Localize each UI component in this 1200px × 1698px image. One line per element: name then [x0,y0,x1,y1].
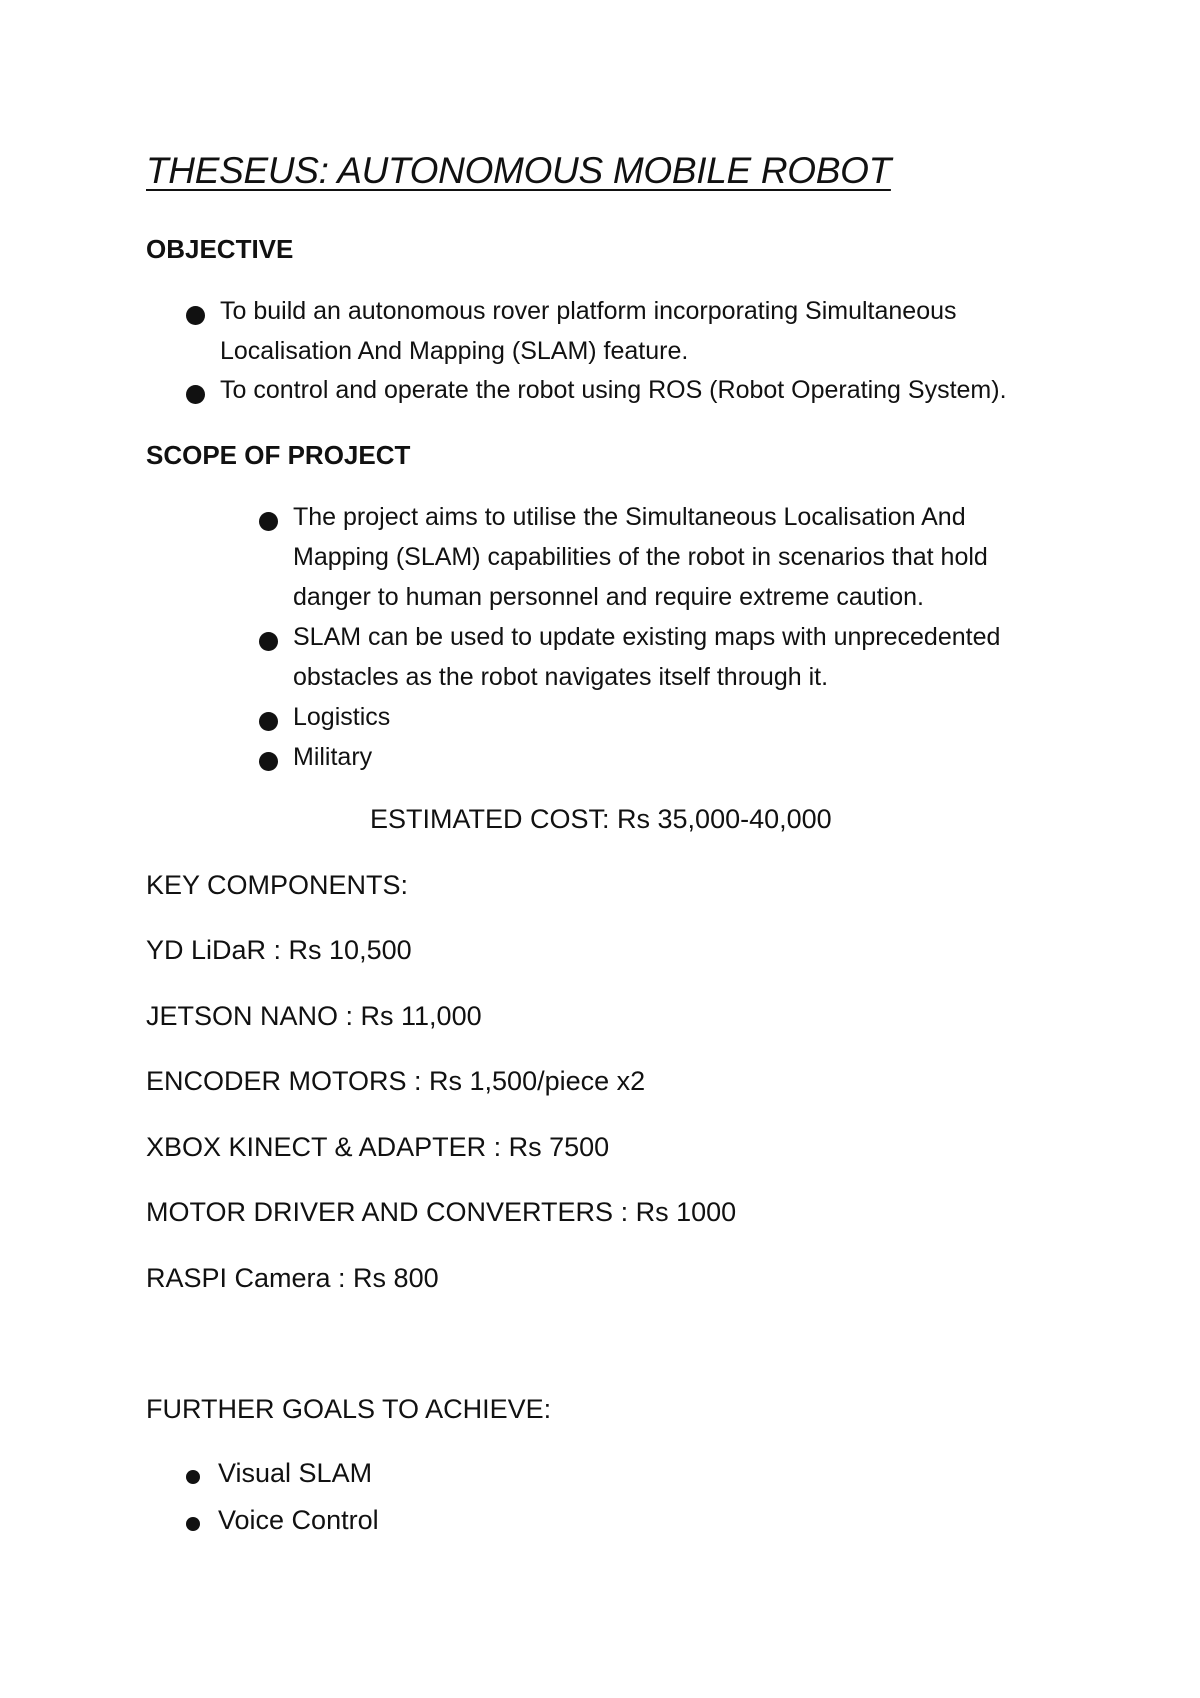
component-item: MOTOR DRIVER AND CONVERTERS : Rs 1000 [146,1197,737,1227]
scope-bullet-1-line-3: danger to human personnel and require extreme caution. [293,583,924,611]
scope-bullet-2-line-1: SLAM can be used to update existing maps with unprecedented [293,623,1001,651]
component-item: JETSON NANO : Rs 11,000 [146,1001,482,1031]
bullet-icon [186,1470,200,1484]
document-title: THESEUS: AUTONOMOUS MOBILE ROBOT [146,150,891,191]
objective-bullet-1-line-1: To build an autonomous rover platform incorporating Simultaneous [220,297,957,325]
objective-heading: OBJECTIVE [146,234,294,264]
bullet-icon [186,306,205,325]
bullet-icon [186,1517,200,1531]
goal-item: Voice Control [218,1505,379,1535]
bullet-icon [259,512,278,531]
scope-bullet-4-line-1: Military [293,743,373,771]
objective-bullet-1-line-2: Localisation And Mapping (SLAM) feature. [220,337,689,365]
component-item: ENCODER MOTORS : Rs 1,500/piece x2 [146,1066,646,1096]
estimated-cost: ESTIMATED COST: Rs 35,000-40,000 [370,804,832,834]
objective-bullet-2-line-1: To control and operate the robot using ROS (Robot Operating System). [220,376,1007,404]
scope-bullet-1-line-2: Mapping (SLAM) capabilities of the robot in scenarios that hold [293,543,988,571]
component-item: XBOX KINECT & ADAPTER : Rs 7500 [146,1132,610,1162]
bullet-icon [259,712,278,731]
scope-bullet-1-line-1: The project aims to utilise the Simultaneous Localisation And [293,503,966,531]
key-components-heading: KEY COMPONENTS: [146,870,409,900]
goal-item: Visual SLAM [218,1458,373,1488]
bullet-icon [259,752,278,771]
scope-bullet-3-line-1: Logistics [293,703,391,731]
further-goals-heading: FURTHER GOALS TO ACHIEVE: [146,1394,552,1424]
bullet-icon [186,385,205,404]
component-item: YD LiDaR : Rs 10,500 [146,935,412,965]
component-item: RASPI Camera : Rs 800 [146,1263,439,1293]
scope-bullet-2-line-2: obstacles as the robot navigates itself through it. [293,663,829,691]
scope-heading: SCOPE OF PROJECT [146,440,411,470]
bullet-icon [259,632,278,651]
